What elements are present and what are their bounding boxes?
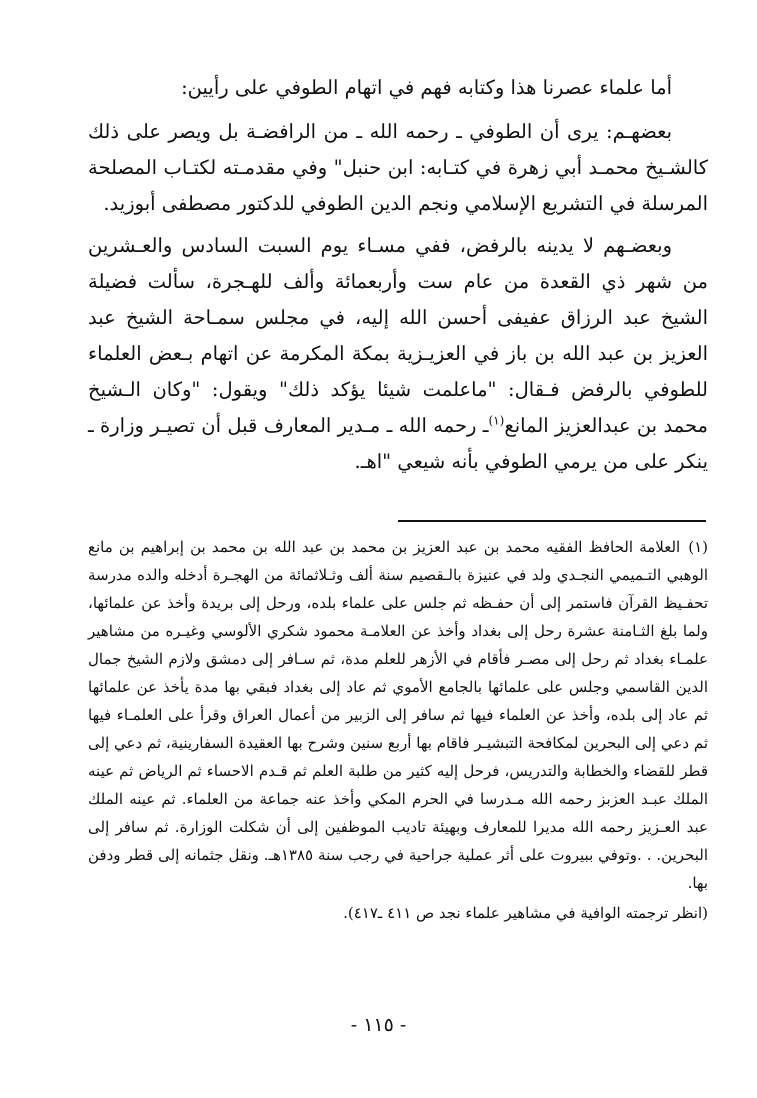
footnote-separator (398, 520, 706, 522)
main-text (88, 70, 708, 486)
footnote-reference-line: (انظر ترجمته الوافية في مشاهير علماء نجد ص ٤١١ ـ٤١٧). (343, 904, 708, 922)
footnote-1 (88, 533, 708, 897)
intro-line: أما علماء عصرنا هذا وكتابه فهم في اتهام الطوفي على رأيين: (181, 76, 672, 99)
paragraph-2 (88, 228, 708, 480)
footnote-marker: (١) (688, 538, 708, 556)
paragraph-1: بعضهـم: يرى أن الطوفي ـ رحمه الله ـ من الرافضـة بل ويصر على ذلك كالشـيخ محمـد أبي زهرة في كتـابه: ابن حنبل" وفي مقدمـته لكتـاب المصلحة المرسلة في التشريع الإسلامي ونجم الدين الطوفي للدكتور مصطفى أبوزيد. (88, 120, 708, 215)
footnote-text: العلامة الحافظ الفقيه محمد بن عبد العزيز بن محمد بن عبد الله بن محمد بن إبراهيم بن مانع الوهبي التـميمي النجـدي ولد في عنيزة بالـقصيم سنة ألف وثـلاثمائة من الهجـرة أدخله والده مدرسة تحفـيظ القرآن فاستمر إلى أن حفـظه ثم جلس على علماء بلده، ورحل إلى بريدة وأخذ عن علمائها، ولما بلغ الثـامنة عشرة رحل إلى بغداد وأخذ عن العلامـة محمود شكري الألوسي وغيـره من مشاهير علمـاء بغداد ثم رحل إلى مصـر فأقام في الأزهر للعلم مدة، ثم سـافر إلى دمشق ولازم الشيخ جمال الدين القاسمي وجلس على علمائها بالجامع الأموي ثم عاد إلى بغداد فبقي بها مدة يأخذ عن علمائها ثم عاد إلى بلده، وأخذ عن العلماء فيها ثم سافر إلى الزبير من أعمال العراق وقرأ على العلمـاء فيها ثم دعي إلى البحرين لمكافحة التبشيـر فاقام بها أربع سنين وشرح بها العقيدة السفارينية، ثم دعي إلى قطر للقضاء والخطابة والتدريس، فرحل إليه كثير من طلبة العلم ثم قـدم الاحساء ثم الرياض ثم عينه الملك عبـد العزبز رحمه الله مـدرسا في الحرم المكي وأخذ عنه جماعة من العلماء. ثم عينه الملك عبد العـزيز رحمه الله مديرا للمعارف وبهيئة تاديب الموظفين إلى أن شكلت الوزارة. ثم سافر إلى البحرين. . .وتوفي ببيروت على أثر عملية جراحية في رجب سنة ١٣٨٥هـ. ونقل جثمانه إلى قطر ودفن بها. (88, 538, 708, 892)
paragraph-2-part-1: وبعضـهم لا يدينه بالرفض، ففي مسـاء يوم السبت السادس والعـشرين من شهر ذي القعدة من عام ست وأربعمائة وألف للهـجرة، سألت فضيلة الشيخ عبد الرزاق عفيفى أحسن الله إليه، في مجلس سمـاحة الشيخ عبد العزيز بن عبد الله بن باز في العزيـزية بمكة المكرمة عن اتهام بـعض العلماء للطوفي بالرفض فـقال: "ماعلمت شيئا يؤكد ذلك" ويقول: "وكان الـشيخ محمد بن عبدالعزيز المانع (88, 234, 708, 437)
page-number: - ١١٥ - (350, 1014, 407, 1036)
footnote-reference: (١) (488, 413, 505, 428)
paragraph-2-part-2: ـ رحمه الله ـ مـدير المعارف قبل أن تصيـر وزارة ـ ينكر على من يرمي الطوفي بأنه شيعي "اهـ. (88, 414, 708, 473)
footnotes (88, 533, 708, 927)
